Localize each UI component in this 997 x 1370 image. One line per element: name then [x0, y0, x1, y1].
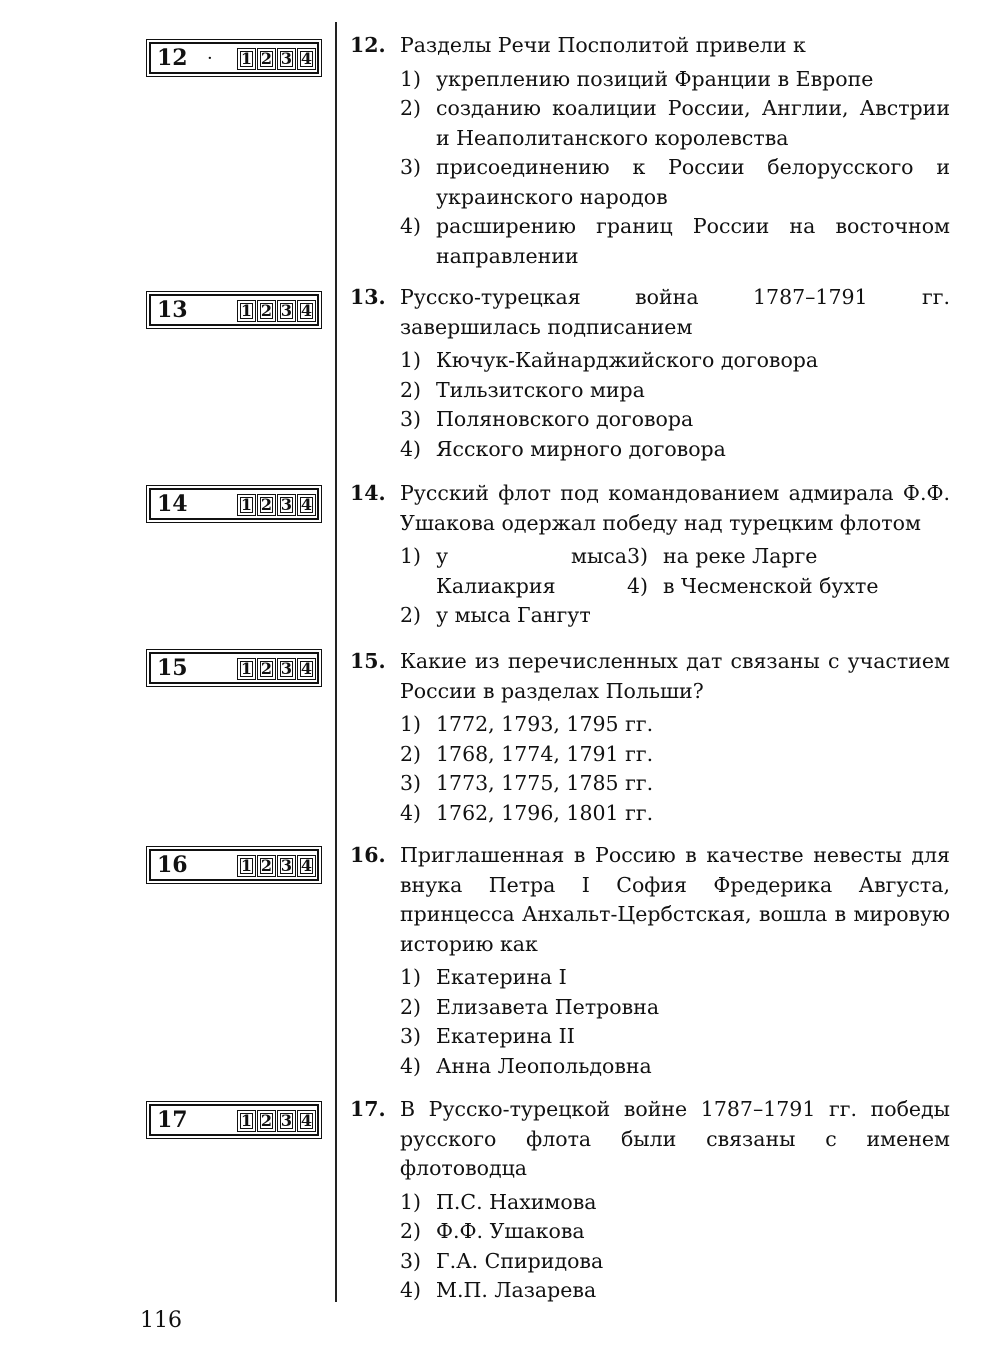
- question-15: [350, 647, 950, 828]
- answer-box-12: [149, 42, 319, 74]
- page-number: 116: [140, 1308, 182, 1333]
- pencil-mark: ·: [207, 48, 213, 69]
- answer-option-1[interactable]: 1: [237, 300, 256, 322]
- answer-option-2[interactable]: 2: [257, 300, 276, 322]
- option-item: [627, 572, 947, 602]
- option-item: [350, 993, 950, 1023]
- option-number: 3): [400, 771, 422, 795]
- question-number: 15.: [350, 649, 386, 673]
- answer-box-number: 17: [157, 1107, 188, 1133]
- option-number: 4): [400, 1278, 422, 1302]
- option-item: [350, 346, 950, 376]
- answer-option-4[interactable]: 4: [297, 494, 316, 516]
- option-text: Тильзитского мира: [436, 377, 645, 402]
- answer-box-15: [149, 652, 319, 684]
- option-number: 4): [400, 214, 422, 238]
- option-number: 1): [400, 66, 422, 91]
- question-number: 16.: [350, 843, 386, 867]
- answer-box-number: 12: [157, 45, 188, 71]
- option-text: расширению границ России на восточном направлении: [436, 214, 950, 268]
- answer-box-number: 14: [157, 491, 188, 517]
- question-number: 12.: [350, 33, 386, 57]
- option-text: Кючук-Кайнарджийского договора: [436, 348, 819, 372]
- answer-option-3[interactable]: 3: [277, 658, 296, 680]
- option-text: 1772, 1793, 1795 гг.: [436, 712, 654, 736]
- option-text: Поляновского договора: [436, 407, 694, 431]
- option-number: 2): [400, 1219, 422, 1243]
- option-text: созданию коалиции России, Англии, Австрии и Неаполитанского королевства: [436, 96, 950, 150]
- option-item: [350, 376, 950, 406]
- question-13: [350, 283, 950, 464]
- option-item: [400, 542, 627, 601]
- answer-box-16: [149, 849, 319, 881]
- option-text: 1762, 1796, 1801 гг.: [436, 800, 654, 825]
- question-stem: [350, 647, 950, 706]
- option-item: [350, 1276, 950, 1306]
- answer-option-1[interactable]: 1: [237, 48, 256, 70]
- option-text: у мыса Калиакрия: [436, 544, 627, 598]
- answer-option-3[interactable]: 3: [277, 48, 296, 70]
- option-text: Екатерина II: [436, 1024, 575, 1048]
- option-number: 3): [400, 1248, 422, 1273]
- option-item: [350, 1217, 950, 1247]
- answer-box-number: 13: [157, 297, 188, 323]
- option-text: на реке Ларге: [663, 544, 818, 568]
- option-text: в Чесменской бухте: [663, 573, 879, 598]
- question-14: [350, 479, 950, 631]
- answer-box-17: [149, 1104, 319, 1136]
- option-text: 1773, 1775, 1785 гг.: [436, 771, 654, 795]
- question-12: [350, 31, 950, 271]
- option-text: Екатерина I: [436, 965, 567, 989]
- option-text: П.С. Нахимова: [436, 1189, 597, 1214]
- question-number: 13.: [350, 285, 386, 309]
- answer-option-1[interactable]: 1: [237, 1110, 256, 1132]
- answer-option-2[interactable]: 2: [257, 494, 276, 516]
- answer-option-4[interactable]: 4: [297, 300, 316, 322]
- option-text: М.П. Лазарева: [436, 1278, 597, 1302]
- option-item: [350, 740, 950, 770]
- question-text: Приглашенная в Россию в качестве невесты для внука Петра I София Фредерика Августа, принцесса Анхальт-Цербстская, вошла в мировую историю как: [400, 843, 950, 956]
- question-number: 17.: [350, 1097, 386, 1121]
- answer-option-1[interactable]: 1: [237, 855, 256, 877]
- question-stem: [350, 841, 950, 959]
- option-item: [350, 405, 950, 435]
- option-item: [350, 769, 950, 799]
- margin-divider: [335, 22, 337, 1302]
- answer-option-4[interactable]: 4: [297, 1110, 316, 1132]
- answer-option-1[interactable]: 1: [237, 658, 256, 680]
- answer-option-4[interactable]: 4: [297, 658, 316, 680]
- answer-option-3[interactable]: 3: [277, 1110, 296, 1132]
- answer-box-number: 16: [157, 852, 188, 878]
- option-number: 1): [400, 965, 422, 989]
- question-17: [350, 1095, 950, 1306]
- question-text: Русско-турецкая война 1787–1791 гг. завершилась подписанием: [400, 285, 950, 339]
- option-number: 3): [627, 544, 649, 568]
- option-number: 3): [400, 155, 422, 179]
- option-text: Г.А. Спиридова: [436, 1248, 604, 1273]
- answer-option-1[interactable]: 1: [237, 494, 256, 516]
- option-number: 1): [400, 1189, 422, 1214]
- option-text: 1768, 1774, 1791 гг.: [436, 741, 654, 766]
- question-text: Русский флот под командованием адмирала Ф.Ф. Ушакова одержал победу над турецким флотом: [400, 481, 950, 535]
- question-stem: [350, 479, 950, 538]
- option-item: [350, 1188, 950, 1218]
- option-number: 2): [400, 603, 422, 627]
- option-number: 2): [400, 377, 422, 402]
- option-item: [350, 1052, 950, 1082]
- answer-option-3[interactable]: 3: [277, 494, 296, 516]
- question-stem: [350, 31, 950, 61]
- option-text: Анна Леопольдовна: [436, 1053, 652, 1078]
- option-item: [350, 963, 950, 993]
- question-16: [350, 841, 950, 1081]
- option-text: присоединению к России белорусского и украинского народов: [436, 155, 950, 209]
- option-item: [350, 94, 950, 153]
- option-text: укреплению позиций Франции в Европе: [436, 66, 874, 91]
- answer-option-4[interactable]: 4: [297, 48, 316, 70]
- option-number: 4): [627, 573, 649, 598]
- option-number: 4): [400, 436, 422, 461]
- option-number: 4): [400, 800, 422, 825]
- option-number: 4): [400, 1053, 422, 1078]
- answer-box-13: [149, 294, 319, 326]
- option-item: [627, 542, 947, 572]
- option-number: 1): [400, 712, 422, 736]
- question-text: Какие из перечисленных дат связаны с участием России в разделах Польши?: [400, 649, 950, 703]
- option-item: [350, 799, 950, 829]
- answer-option-4[interactable]: 4: [297, 855, 316, 877]
- option-number: 1): [400, 348, 422, 372]
- question-text: В Русско-турецкой войне 1787–1791 гг. победы русского флота были связаны с именем флотоводца: [400, 1097, 950, 1180]
- answer-box-14: [149, 488, 319, 520]
- option-item: [350, 212, 950, 271]
- option-number: 2): [400, 96, 422, 120]
- option-number: 3): [400, 407, 422, 431]
- answer-option-3[interactable]: 3: [277, 855, 296, 877]
- option-text: у мыса Гангут: [436, 603, 591, 627]
- option-item: [350, 1022, 950, 1052]
- question-text: Разделы Речи Посполитой привели к: [400, 33, 806, 57]
- option-item: [350, 435, 950, 465]
- answer-option-2[interactable]: 2: [257, 48, 276, 70]
- option-text: Ясского мирного договора: [436, 436, 726, 461]
- question-number: 14.: [350, 481, 386, 505]
- option-text: Ф.Ф. Ушакова: [436, 1219, 585, 1243]
- option-item: [350, 65, 950, 95]
- question-stem: [350, 283, 950, 342]
- option-item: [350, 153, 950, 212]
- option-number: 3): [400, 1024, 422, 1048]
- option-item: [400, 601, 627, 631]
- option-text: Елизавета Петровна: [436, 994, 660, 1019]
- option-number: 2): [400, 741, 422, 766]
- option-number: 2): [400, 994, 422, 1019]
- answer-option-2[interactable]: 2: [257, 1110, 276, 1132]
- answer-option-2[interactable]: 2: [257, 855, 276, 877]
- question-stem: [350, 1095, 950, 1184]
- option-item: [350, 1247, 950, 1277]
- answer-option-2[interactable]: 2: [257, 658, 276, 680]
- answer-box-number: 15: [157, 655, 188, 681]
- option-item: [350, 710, 950, 740]
- answer-option-3[interactable]: 3: [277, 300, 296, 322]
- option-number: 1): [400, 544, 422, 568]
